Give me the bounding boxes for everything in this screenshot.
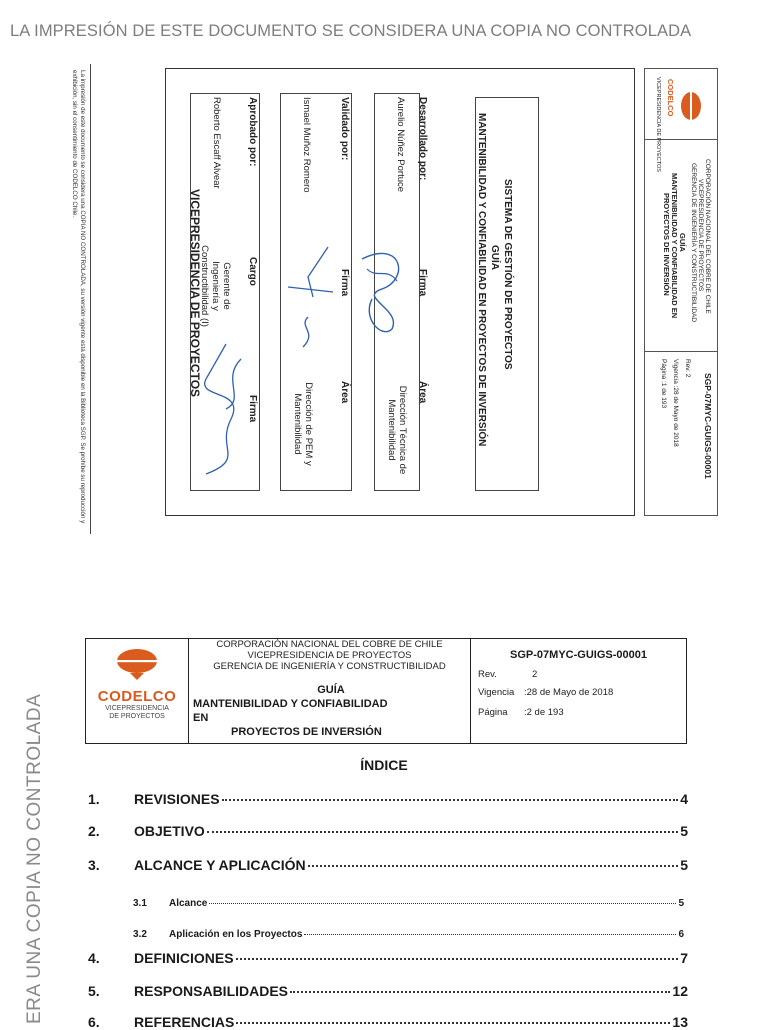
indice-heading: ÍNDICE: [360, 757, 408, 773]
pagina-value: :2 de 193: [524, 707, 564, 718]
watermark-side: ERA UNA COPIA NO CONTROLADA: [24, 693, 45, 1024]
desarrollado-area-label: Área: [417, 381, 428, 404]
logo-sub-2: DE PROYECTOS: [109, 713, 165, 720]
desarrollado-name: Aurelio Núñez Portuce: [395, 97, 406, 193]
page1-vigencia: Vigencia :28 de Mayo de 2018: [672, 359, 679, 447]
aprobado-cargo-label: Cargo: [247, 257, 258, 286]
guia-label: GUÍA: [317, 684, 345, 696]
desarrollado-firma-label: Firma: [417, 269, 428, 297]
page1-approval-box: [165, 68, 635, 516]
sistema-heading: SISTEMA DE GESTIÓN DE PROYECTOS: [502, 179, 513, 370]
page1-rev: Rev. 2: [684, 359, 691, 378]
validado-area-label: Área: [339, 381, 350, 404]
toc-subentry[interactable]: 3.1 Alcance 5: [133, 898, 684, 909]
validado-label: Validado por:: [339, 97, 350, 161]
codelco-logo: [92, 647, 182, 721]
page1-corp: CORPORACIÓN NACIONAL DEL COBRE DE CHILE: [704, 159, 711, 314]
pagina-label: Página: [478, 707, 508, 718]
logo-sub-1: VICEPRESIDENCIA: [105, 705, 169, 712]
toc-entry[interactable]: 4. DEFINICIONES 7: [88, 950, 688, 966]
doc-title-line-1: MANTENIBILIDAD Y CONFIABILIDAD: [193, 698, 388, 710]
page2-header: [85, 638, 687, 744]
rev-value: 2: [532, 669, 538, 680]
toc-entry[interactable]: 1. REVISIONES 4: [88, 791, 688, 807]
toc-subentry[interactable]: 3.2 Aplicación en los Proyectos 6: [133, 929, 684, 940]
codelco-logo-icon: [112, 647, 162, 681]
page1-code: SGP-07MYC-GUIGS-00001: [703, 373, 713, 479]
page1-title2: PROYECTOS DE INVERSIÓN: [662, 193, 671, 296]
corp-vp: VICEPRESIDENCIA DE PROYECTOS: [247, 650, 412, 661]
corp-gerencia: GERENCIA DE INGENIERÍA Y CONSTRUCTIBILIDAD: [213, 661, 446, 672]
vicepresidencia-heading: VICEPRESIDENCIA DE PROYECTOS: [188, 189, 202, 398]
toc-entry[interactable]: 3. ALCANCE Y APLICACIÓN 5: [88, 857, 688, 873]
page1-gerencia: GERENCIA DE INGENIERÍA Y CONSTRUCTIBILIDAD: [690, 163, 697, 323]
doc-title-line-2: EN: [193, 712, 209, 724]
aprobado-cargo: Gerente de Ingeniería y Constructibilidad (I): [199, 245, 232, 327]
signature-munoz-image: [278, 237, 338, 357]
page1-logo-name: CODELCO: [666, 79, 675, 117]
validado-name: Ismael Muñoz Romero: [301, 97, 312, 193]
page2-logo-cell: [86, 639, 189, 743]
signature-nunez-image: [352, 239, 412, 339]
toc-entry[interactable]: 2. OBJETIVO 5: [88, 823, 688, 839]
aprobado-firma-label: Firma: [247, 395, 258, 423]
page2-meta-cell: [471, 639, 686, 743]
watermark-top: LA IMPRESIÓN DE ESTE DOCUMENTO SE CONSIDERA UNA COPIA NO CONTROLADA: [10, 22, 692, 40]
logo-name: CODELCO: [97, 688, 177, 705]
copy-notice: La impresión de este documento se considera una COPIA NO CONTROLADA, su versión vigente está disponible en la Biblioteca SGP. Se prohíbe su reproducción y exhibición, sin el consentimiento de CODELCO Chile.: [71, 70, 86, 524]
page-1: [58, 64, 718, 540]
guia-heading: GUÍA: [489, 245, 500, 270]
rev-label: Rev.: [478, 669, 497, 680]
aprobado-name: Roberto Escaff Alvear: [211, 97, 222, 189]
doc-title-line-3: PROYECTOS DE INVERSIÓN: [231, 726, 382, 738]
desarrollado-area: Dirección Técnica de Mantenibilidad: [386, 385, 408, 475]
validado-area: Dirección de PEM y Mantenibilidad: [292, 382, 314, 466]
page1-pagina: Página :1 de 193: [660, 359, 667, 409]
toc-entry[interactable]: 6. REFERENCIAS 13: [88, 1014, 688, 1030]
corp-name: CORPORACIÓN NACIONAL DEL COBRE DE CHILE: [216, 639, 443, 650]
signature-escaff-image: [186, 339, 256, 479]
page1-vp: VICEPRESIDENCIA DE PROYECTOS: [697, 179, 704, 292]
validado-firma-label: Firma: [339, 269, 350, 297]
vigencia-row: [478, 687, 613, 698]
aprobado-label: Aprobado por:: [247, 97, 258, 167]
vigencia-label: Vigencia: [478, 687, 515, 698]
toc-entry[interactable]: 5. RESPONSABILIDADES 12: [88, 983, 688, 999]
document-title: MANTENIBILIDAD Y CONFIABILIDAD EN PROYECTOS DE INVERSIÓN: [476, 113, 487, 447]
page1-logo-sub: VICEPRESIDENCIA DE PROYECTOS: [655, 77, 661, 172]
document-code: SGP-07MYC-GUIGS-00001: [510, 649, 647, 661]
page1-header: [644, 68, 718, 516]
page1-title1: MANTENIBILIDAD Y CONFIABILIDAD EN: [670, 173, 679, 319]
page2-title-cell: [189, 639, 471, 743]
desarrollado-label: Desarrollado por:: [417, 97, 428, 181]
pagina-row: [478, 707, 564, 718]
vigencia-value: :28 de Mayo de 2018: [524, 687, 614, 698]
page1-guia: GUÍA: [678, 233, 687, 252]
page1-note: [58, 64, 91, 534]
rev-row: [478, 669, 537, 680]
